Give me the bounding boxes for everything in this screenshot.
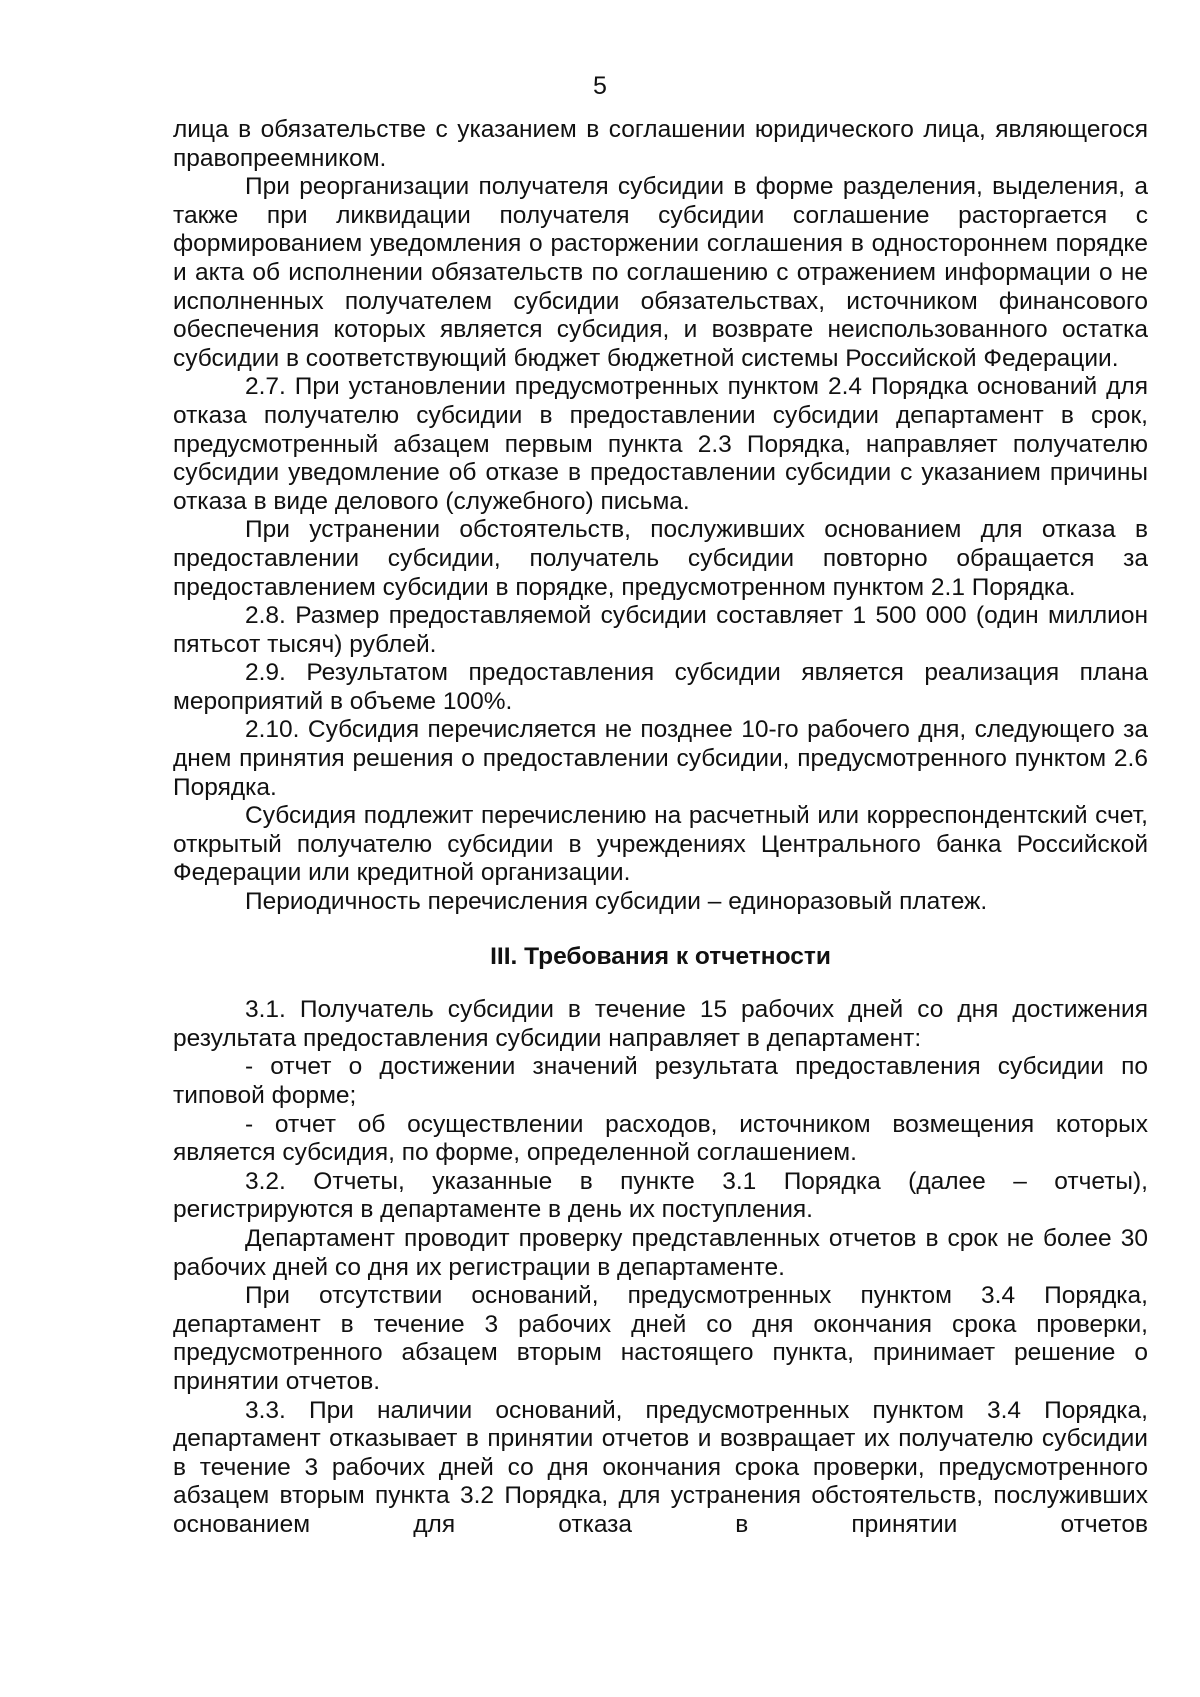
paragraph-3-2-check: Департамент проводит проверку представленных отчетов в срок не более 30 рабочих дней со дня их регистрации в департаменте.: [173, 1224, 1148, 1281]
paragraph-2-9: 2.9. Результатом предоставления субсидии является реализация плана мероприятий в объеме 100%.: [173, 659, 1148, 715]
paragraph-2-7: 2.7. При установлении предусмотренных пунктом 2.4 Порядка оснований для отказа получателю субсидии в предоставлении субсидии департамент в срок, предусмотренный абзацем первым пункта 2.3 Порядка, направляет получателю субсидии уведомление об отказе в предоставлении субсидии с указанием причины отказа в виде делового (служебного) письма.: [173, 373, 1148, 515]
paragraph-3-1: 3.1. Получатель субсидии в течение 15 рабочих дней со дня достижения результата предоставления субсидии направляет в департамент:: [173, 996, 1148, 1052]
paragraph-2-10-periodicity: Периодичность перечисления субсидии – единоразовый платеж.: [245, 888, 988, 916]
paragraph-2-8: 2.8. Размер предоставляемой субсидии составляет 1 500 000 (один миллион пятьсот тысяч) рублей.: [173, 602, 1148, 658]
paragraph-3-1-report-results: - отчет о достижении значений результата предоставления субсидии по типовой форме;: [173, 1053, 1148, 1109]
paragraph-2-10-account: Субсидия подлежит перечислению на расчетный или корреспондентский счет, открытый получателю субсидии в учреждениях Центрального банка Российской Федерации или кредитной организации.: [173, 802, 1148, 887]
paragraph-continuation: лица в обязательстве с указанием в соглашении юридического лица, являющегося правопреемником.: [173, 116, 1148, 172]
page-number: 5: [593, 72, 607, 100]
paragraph-2-10: 2.10. Субсидия перечисляется не позднее 10-го рабочего дня, следующего за днем принятия решения о предоставлении субсидии, предусмотренного пунктом 2.6 Порядка.: [173, 716, 1148, 801]
paragraph-3-3: 3.3. При наличии оснований, предусмотренных пунктом 3.4 Порядка, департамент отказывает в принятии отчетов и возвращает их получателю субсидии в течение 3 рабочих дней со дня окончания срока проверки, предусмотренного абзацем вторым пункта 3.2 Порядка, для устранения обстоятельств, послуживших основанием для отказа в принятии отчетов: [173, 1396, 1148, 1538]
paragraph-3-2: 3.2. Отчеты, указанные в пункте 3.1 Порядка (далее – отчеты), регистрируются в департаменте в день их поступления.: [173, 1167, 1148, 1224]
paragraph-reorganization: При реорганизации получателя субсидии в форме разделения, выделения, а также при ликвидации получателя субсидии соглашение расторгается с формированием уведомления о расторжении соглашения в одностороннем порядке и акта об исполнении обязательств по соглашению с отражением информации о не исполненных получателем субсидии обязательствах, источником финансового обеспечения которых является субсидия, и возврате неиспользованного остатка субсидии в соответствующий бюджет бюджетной системы Российской Федерации.: [173, 173, 1148, 372]
paragraph-3-1-report-expenses: - отчет об осуществлении расходов, источником возмещения которых является субсидия, по форме, определенной соглашением.: [173, 1110, 1148, 1167]
paragraph-3-2-acceptance: При отсутствии оснований, предусмотренных пунктом 3.4 Порядка, департамент в течение 3 рабочих дней со дня окончания срока проверки, предусмотренного абзацем вторым настоящего пункта, принимает решение о принятии отчетов.: [173, 1282, 1148, 1395]
paragraph-2-7-elimination: При устранении обстоятельств, послуживших основанием для отказа в предоставлении субсидии, получатель субсидии повторно обращается за предоставлением субсидии в порядке, предусмотренном пунктом 2.1 Порядка.: [173, 516, 1148, 601]
section-3-heading: III. Требования к отчетности: [490, 942, 831, 970]
document-body: [173, 116, 1148, 1540]
